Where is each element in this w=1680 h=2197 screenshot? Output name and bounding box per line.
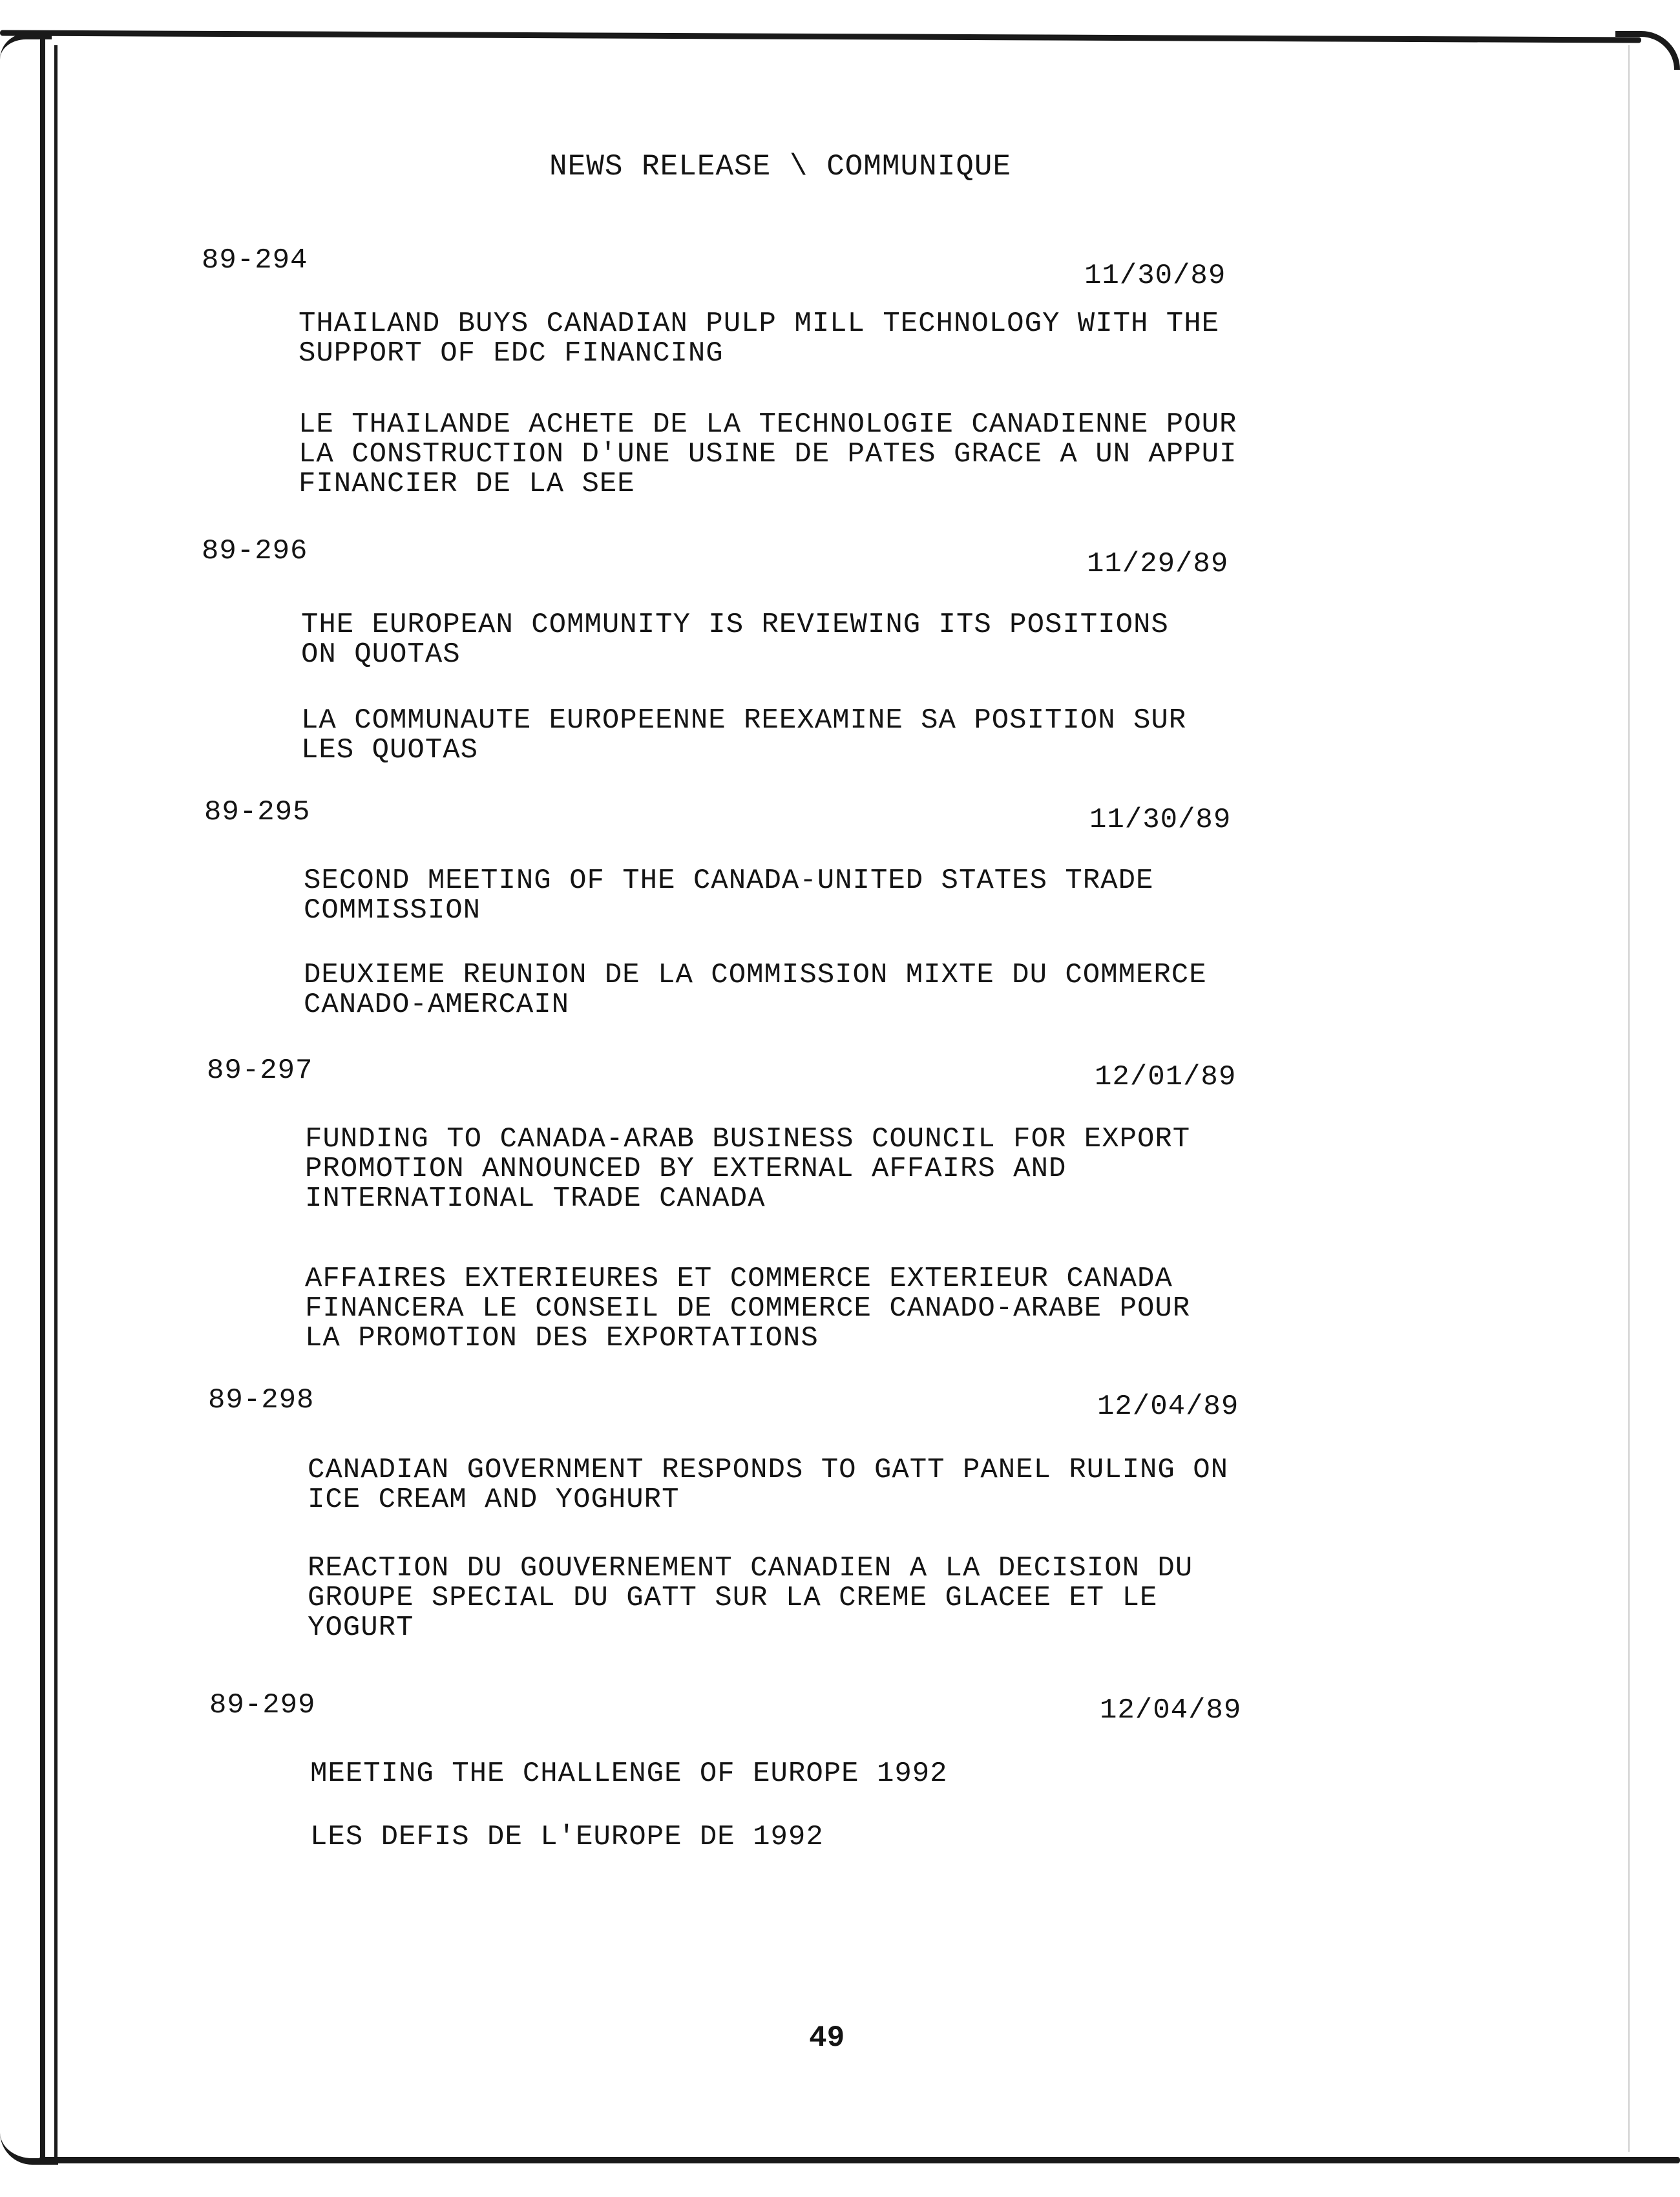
release-title-fr: LA COMMUNAUTE EUROPEENNE REEXAMINE SA POSITION SUR LES QUOTAS bbox=[301, 704, 1187, 766]
release-number: 89-296 bbox=[202, 535, 308, 567]
release-title-en: THAILAND BUYS CANADIAN PULP MILL TECHNOLOGY WITH THE SUPPORT OF EDC FINANCING bbox=[299, 308, 1220, 370]
release-title-fr: LES DEFIS DE L'EUROPE DE 1992 bbox=[310, 1821, 824, 1853]
page-border-bottom bbox=[39, 2157, 1680, 2163]
release-title-en: SECOND MEETING OF THE CANADA-UNITED STATES TRADE COMMISSION bbox=[304, 865, 1154, 927]
release-number: 89-299 bbox=[209, 1689, 316, 1721]
page-border-left bbox=[40, 39, 45, 2158]
page-border-top bbox=[0, 30, 1641, 43]
release-title-fr: AFFAIRES EXTERIEURES ET COMMERCE EXTERIEUR CANADA FINANCERA LE CONSEIL DE COMMERCE CANADO-ARABE POUR LA PROMOTION DES EXPORTATIONS bbox=[305, 1263, 1191, 1354]
page-edge-right bbox=[1628, 45, 1630, 2152]
release-number: 89-297 bbox=[207, 1055, 313, 1087]
release-date: 12/01/89 bbox=[1095, 1061, 1237, 1093]
release-title-fr: REACTION DU GOUVERNEMENT CANADIEN A LA DECISION DU GROUPE SPECIAL DU GATT SUR LA CREME GLACEE ET LE YOGURT bbox=[308, 1552, 1193, 1644]
page-corner-bottom-left bbox=[0, 2132, 58, 2165]
release-title-en: MEETING THE CHALLENGE OF EUROPE 1992 bbox=[310, 1758, 948, 1790]
page-corner-top-left bbox=[0, 34, 52, 59]
release-title-en: FUNDING TO CANADA-ARAB BUSINESS COUNCIL FOR EXPORT PROMOTION ANNOUNCED BY EXTERNAL AFFAIRS AND INTERNATIONAL TRADE CANADA bbox=[305, 1123, 1191, 1215]
page-number: 49 bbox=[809, 2021, 845, 2055]
release-title-fr: DEUXIEME REUNION DE LA COMMISSION MIXTE DU COMMERCE CANADO-AMERCAIN bbox=[304, 959, 1207, 1021]
document-header: NEWS RELEASE \ COMMUNIQUE bbox=[549, 150, 1012, 184]
page-border-left-inner bbox=[54, 45, 58, 2158]
release-title-fr: LE THAILANDE ACHETE DE LA TECHNOLOGIE CANADIENNE POUR LA CONSTRUCTION D'UNE USINE DE PATES GRACE A UN APPUI FINANCIER DE LA SEE bbox=[299, 408, 1237, 500]
page-corner-top-right bbox=[1615, 31, 1680, 70]
release-date: 11/30/89 bbox=[1089, 804, 1232, 836]
release-number: 89-294 bbox=[202, 244, 308, 277]
release-title-en: CANADIAN GOVERNMENT RESPONDS TO GATT PANEL RULING ON ICE CREAM AND YOGHURT bbox=[308, 1454, 1229, 1516]
release-date: 12/04/89 bbox=[1100, 1694, 1242, 1727]
release-number: 89-298 bbox=[208, 1384, 315, 1416]
release-number: 89-295 bbox=[204, 796, 311, 828]
release-title-en: THE EUROPEAN COMMUNITY IS REVIEWING ITS POSITIONS ON QUOTAS bbox=[301, 609, 1169, 671]
release-date: 11/29/89 bbox=[1087, 548, 1229, 580]
release-date: 12/04/89 bbox=[1097, 1391, 1239, 1423]
release-date: 11/30/89 bbox=[1084, 260, 1226, 292]
